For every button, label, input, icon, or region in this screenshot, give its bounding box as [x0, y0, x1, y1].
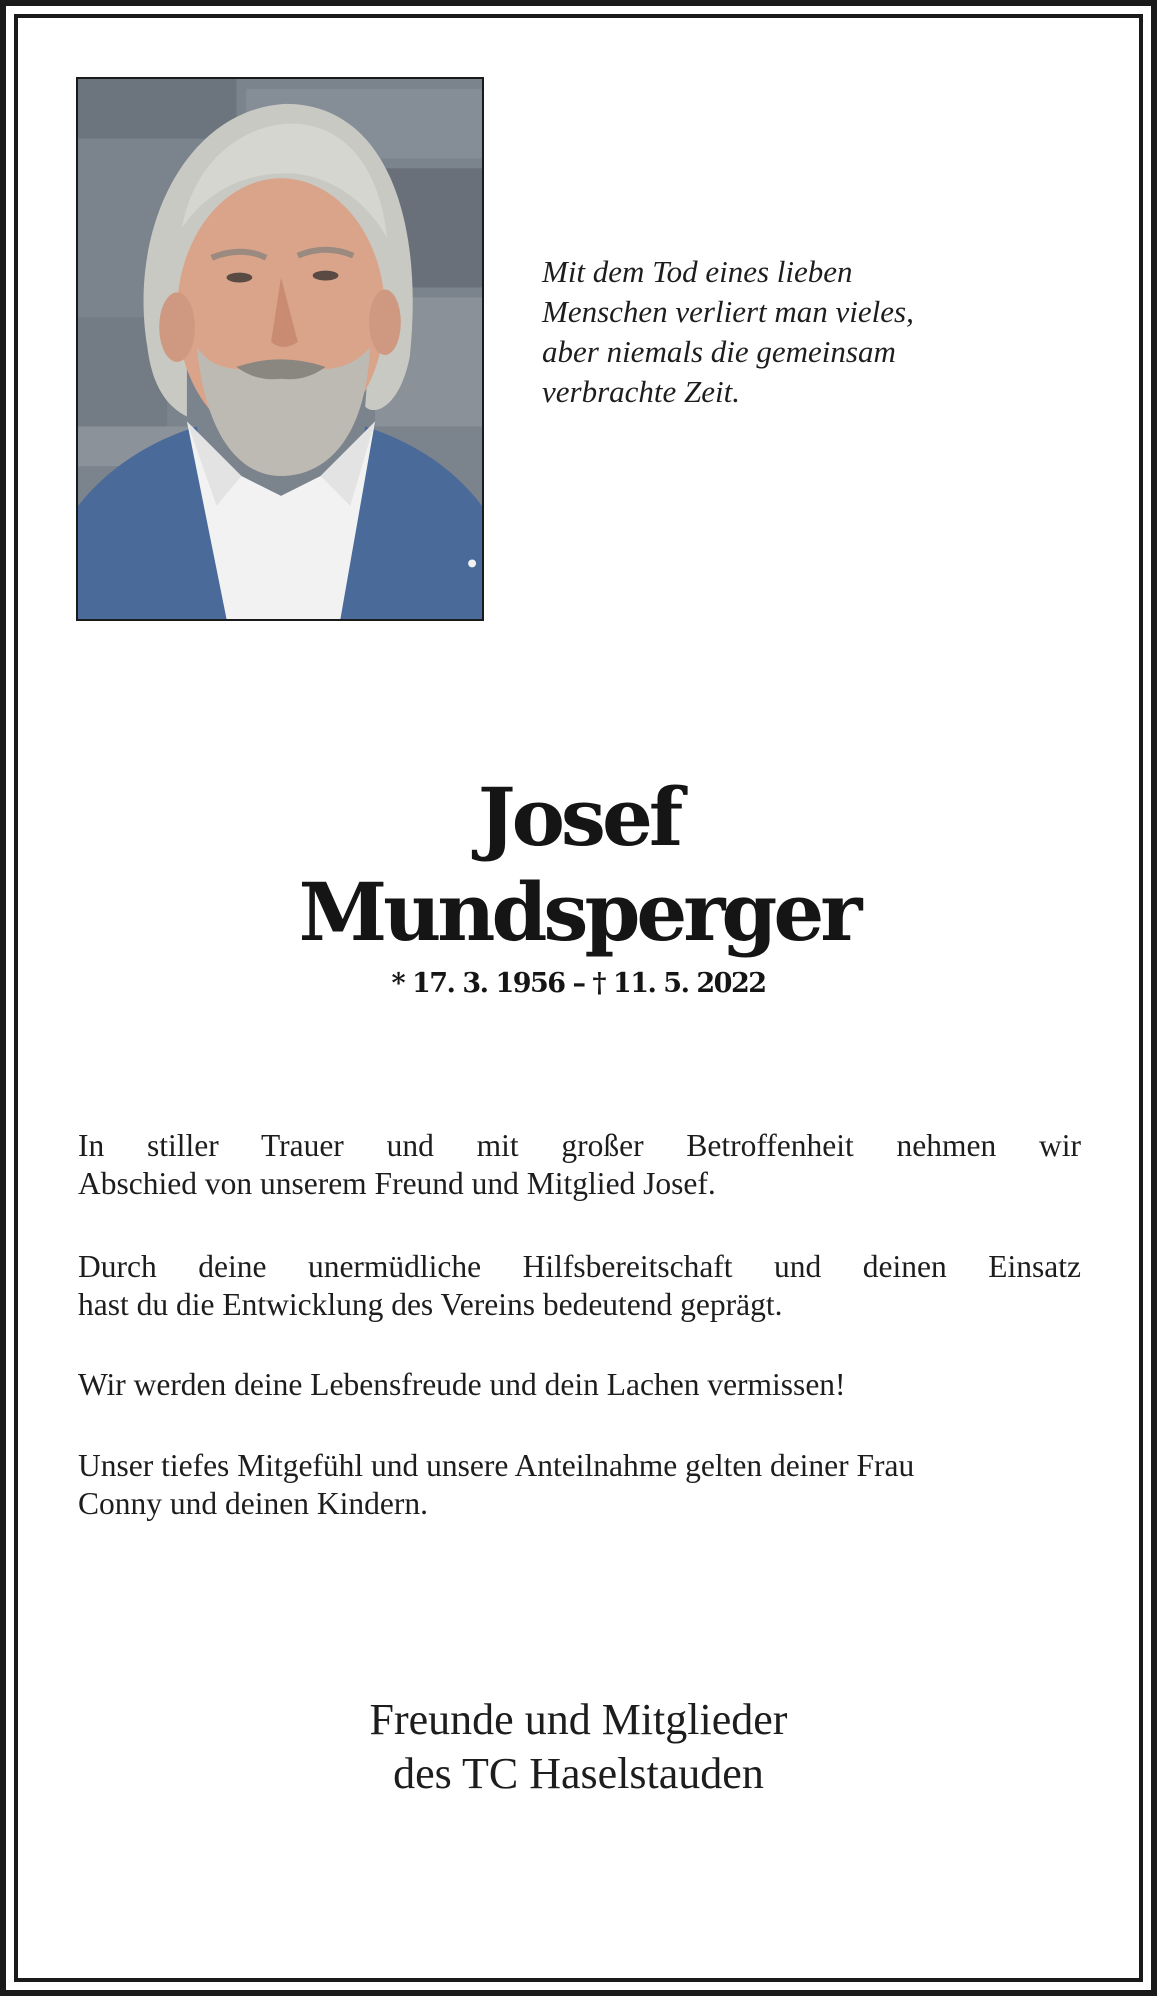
deceased-first-name: Josef [477, 770, 680, 864]
quote-line: aber niemals die gemeinsam [542, 334, 896, 369]
portrait-illustration [78, 79, 482, 619]
tribute-paragraph [78, 1248, 1081, 1324]
signature-line: Freunde und Mitglieder [369, 1695, 788, 1744]
paragraph-line: hast du die Entwicklung des Vereins bedeutend geprägt. [78, 1287, 783, 1322]
farewell-paragraph [78, 1366, 1081, 1404]
paragraph-line: Durch deine unermüdliche Hilfsbereitschaft und deinen Einsatz [78, 1249, 1081, 1284]
sympathy-paragraph [78, 1447, 1081, 1523]
paragraph-line: Abschied von unserem Freund und Mitglied Josef. [78, 1166, 716, 1201]
quote-line: Mit dem Tod eines lieben [542, 254, 853, 289]
signature-block [76, 1693, 1081, 1801]
paragraph-line: Unser tiefes Mitgefühl und unsere Anteilnahme gelten deiner Frau [78, 1448, 915, 1483]
paragraph-line: In stiller Trauer und mit großer Betroffenheit nehmen wir [78, 1128, 1081, 1163]
signature-line: des TC Haselstauden [393, 1749, 764, 1798]
life-dates: * 17. 3. 1956 – † 11. 5. 2022 [391, 968, 766, 999]
portrait-photo [76, 77, 484, 621]
quote-line: verbrachte Zeit. [542, 374, 741, 409]
quote-line: Menschen verliert man vieles, [542, 294, 914, 329]
deceased-last-name: Mundsperger [298, 865, 859, 959]
condolence-paragraph [78, 1127, 1081, 1203]
paragraph-line: Wir werden deine Lebensfreude und dein Lachen vermissen! [78, 1367, 846, 1402]
paragraph-line: Conny und deinen Kindern. [78, 1486, 428, 1521]
memorial-quote [542, 252, 1062, 412]
